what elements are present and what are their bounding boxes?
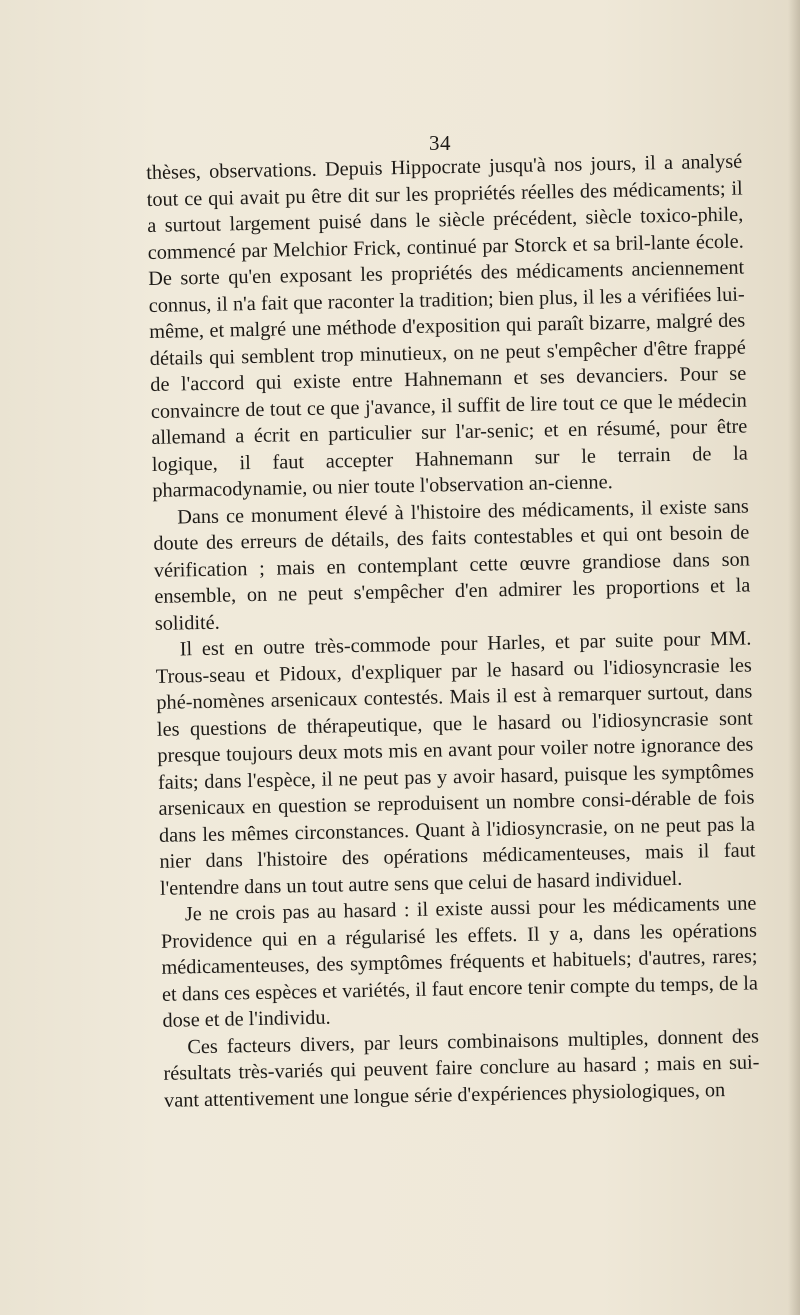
body-text xyxy=(146,149,760,1114)
paragraph-3: Il est en outre très-commode pour Harles, et par suite pour MM. Trous-seau et Pidoux, d'expliquer par le hasard ou l'idiosyncrasie les phé-nomènes arsenicaux contestés. Mais il est à remarquer surtout, dans les questions de thérapeutique, que le hasard ou l'idiosyncrasie sont presque toujours deux mots mis en avant pour voiler notre ignorance des faits; dans l'espèce, il ne peut pas y avoir hasard, puisque les symptômes arsenicaux en question se reproduisent un nombre consi-dérable de fois dans les mêmes circonstances. Quant à l'idiosyncrasie, on ne peut pas la nier dans l'histoire des opérations médicamenteuses, mais il faut l'entendre dans un tout autre sens que celui de hasard individuel. xyxy=(155,627,756,900)
page-number: 34 xyxy=(429,131,451,155)
paragraph-5: Ces facteurs divers, par leurs combinaisons multiples, donnent des résultats très-variés qui peuvent faire conclure au hasard ; mais en sui-vant attentivement une longue série d'expériences physiologiques, on xyxy=(163,1024,760,1112)
paragraph-2: Dans ce monument élevé à l'histoire des médicaments, il existe sans doute des erreurs de détails, des faits contestables et qui ont besoin de vérification ; mais en contemplant cette œuvre grandiose dans son ensemble, on ne peut s'empêcher d'en admirer les proportions et la solidité. xyxy=(153,494,751,635)
page-edge-shadow xyxy=(788,0,800,1315)
paragraph-1: thèses, observations. Depuis Hippocrate jusqu'à nos jours, il a analysé tout ce qui avait pu être dit sur les propriétés réelles des médicaments; il a surtout largement puisé dans le siècle précédent, siècle toxico-phile, commencé par Melchior Frick, continué par Storck et sa bril-lante école. De sorte qu'en exposant les propriétés des médicaments anciennement connus, il n'a fait que raconter la tradition; bien plus, il les a vérifiées lui-même, et malgré une méthode d'exposition qui paraît bizarre, malgré des détails qui semblent trop minutieux, on ne peut s'empêcher d'être frappé de l'accord qui existe entre Hahnemann et ses devanciers. Pour se convaincre de tout ce que j'avance, il suffit de lire tout ce que le médecin allemand a écrit en particulier sur l'ar-senic; et en résumé, pour être logique, il faut accepter Hahnemann sur le terrain de la pharmacodynamie, ou nier toute l'observation an-cienne. xyxy=(146,150,748,502)
paragraph-4: Je ne crois pas au hasard : il existe aussi pour les médicaments une Providence qui en a régularisé les effets. Il y a, dans les opérations médicamenteuses, des symptômes fréquents et habituels; d'autres, rares; et dans ces espèces et variétés, il faut encore tenir compte du temps, de la dose et de l'individu. xyxy=(160,892,759,1032)
